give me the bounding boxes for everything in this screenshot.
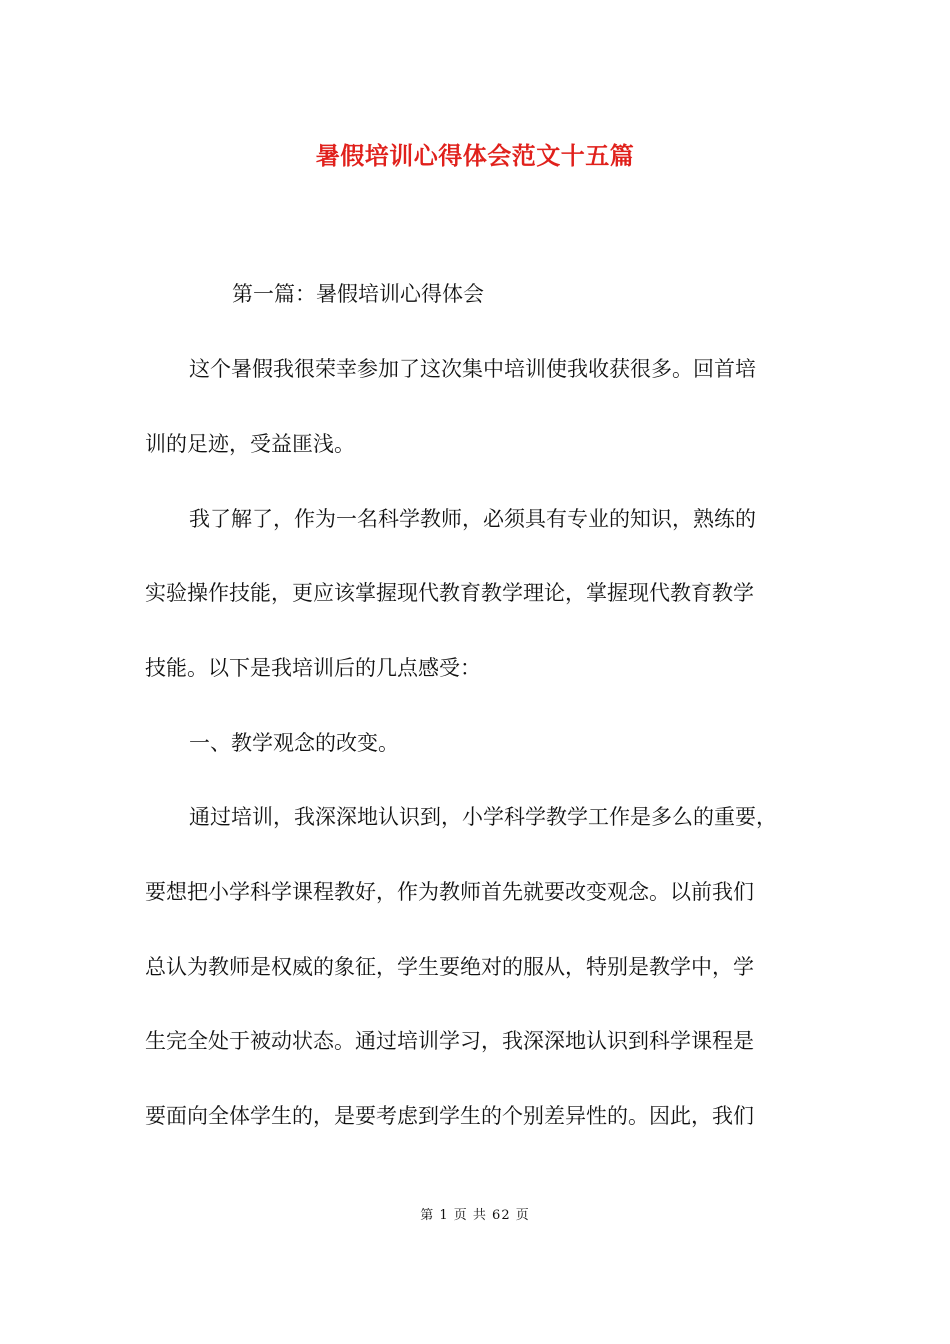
paragraph-line: 生完全处于被动状态。通过培训学习，我深深地认识到科学课程是 <box>145 1029 754 1053</box>
paragraph-line: 总认为教师是权威的象征，学生要绝对的服从，特别是教学中，学 <box>145 955 754 979</box>
paragraph-line: 技能。以下是我培训后的几点感受： <box>145 656 481 680</box>
section-heading: 第一篇：暑假培训心得体会 <box>232 282 484 306</box>
page-number-footer: 第 1 页 共 62 页 <box>420 1208 530 1223</box>
paragraph-line: 这个暑假我很荣幸参加了这次集中培训使我收获很多。回首培 <box>189 357 756 381</box>
paragraph-line: 要面向全体学生的，是要考虑到学生的个别差异性的。因此，我们 <box>145 1104 754 1128</box>
paragraph-line: 训的足迹，受益匪浅。 <box>145 432 355 456</box>
paragraph-line: 实验操作技能，更应该掌握现代教育教学理论，掌握现代教育教学 <box>145 581 754 605</box>
subheading: 一、教学观念的改变。 <box>189 731 399 755</box>
paragraph-line: 要想把小学科学课程教好，作为教师首先就要改变观念。以前我们 <box>145 880 754 904</box>
document-title: 暑假培训心得体会范文十五篇 <box>315 141 635 170</box>
paragraph-line: 我了解了，作为一名科学教师，必须具有专业的知识，熟练的 <box>189 507 756 531</box>
paragraph-line: 通过培训，我深深地认识到，小学科学教学工作是多么的重要， <box>189 805 777 829</box>
